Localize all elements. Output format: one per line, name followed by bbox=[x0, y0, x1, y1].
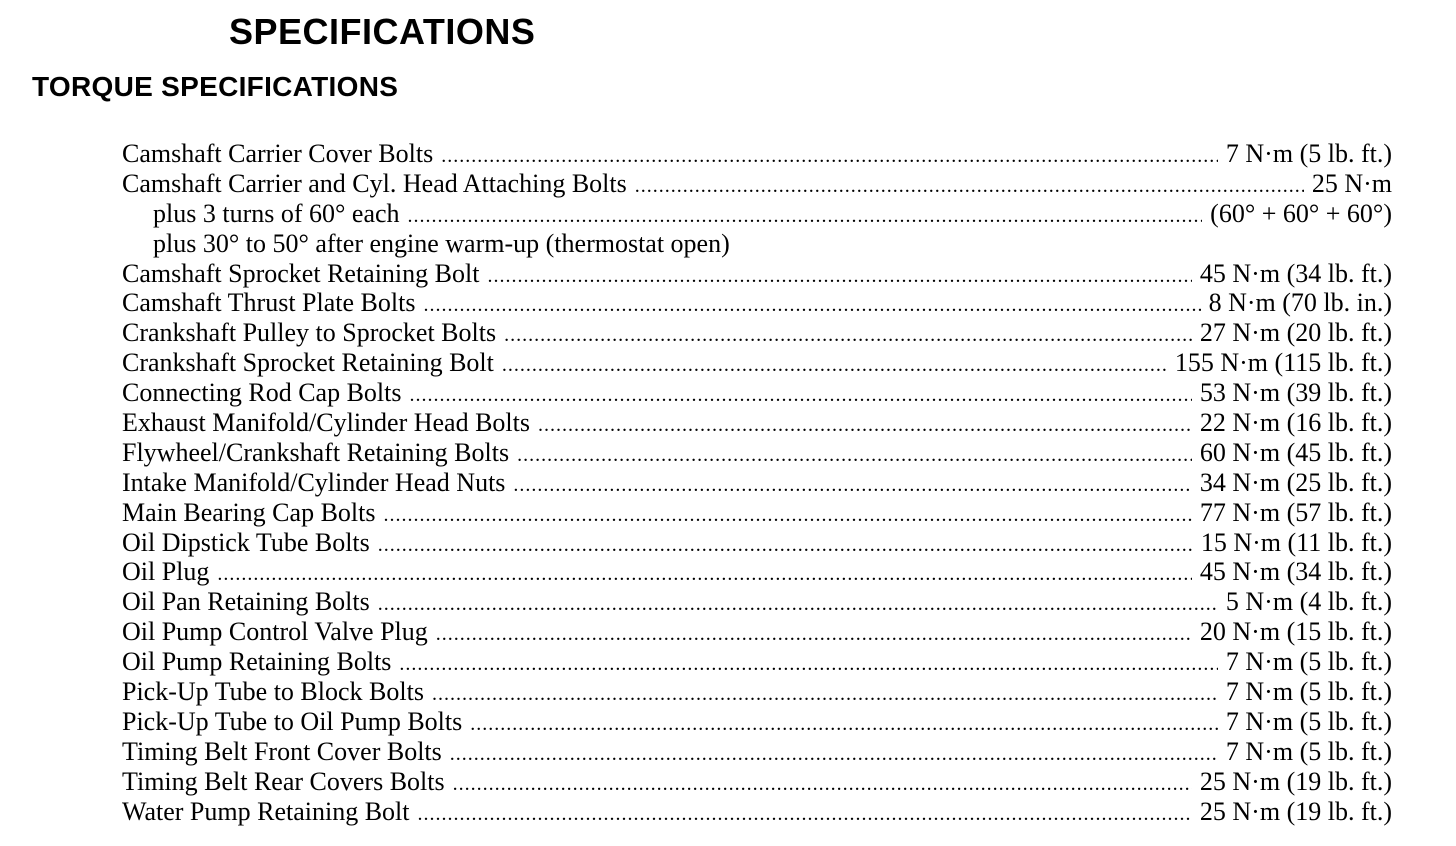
dot-leader bbox=[513, 471, 1191, 501]
dot-leader bbox=[432, 680, 1218, 710]
dot-leader bbox=[635, 172, 1304, 202]
page-title: SPECIFICATIONS bbox=[229, 11, 536, 52]
dot-leader bbox=[408, 202, 1203, 232]
spec-label: Camshaft Carrier and Cyl. Head Attaching Bolts bbox=[122, 168, 627, 198]
spec-label: Timing Belt Rear Covers Bolts bbox=[122, 766, 445, 796]
spec-label: plus 30° to 50° after engine warm-up (thermostat open) bbox=[153, 228, 730, 258]
spec-row bbox=[122, 378, 1392, 408]
spec-label: Oil Dipstick Tube Bolts bbox=[122, 527, 370, 557]
spec-value: 25 N·m (19 lb. ft.) bbox=[1199, 766, 1392, 796]
spec-value: 60 N·m (45 lb. ft.) bbox=[1199, 437, 1392, 467]
spec-label: Pick-Up Tube to Block Bolts bbox=[122, 677, 424, 707]
spec-row bbox=[122, 139, 1392, 169]
spec-label: Flywheel/Crankshaft Retaining Bolts bbox=[122, 437, 510, 467]
dot-leader bbox=[487, 262, 1191, 292]
spec-row bbox=[122, 587, 1392, 617]
torque-spec-list bbox=[122, 139, 1392, 826]
dot-leader bbox=[470, 710, 1218, 740]
section-title: TORQUE SPECIFICATIONS bbox=[32, 71, 399, 102]
spec-label: Camshaft Thrust Plate Bolts bbox=[122, 288, 416, 318]
dot-leader bbox=[418, 800, 1192, 830]
spec-row bbox=[122, 408, 1392, 438]
dot-leader bbox=[450, 740, 1218, 770]
spec-label: Crankshaft Pulley to Sprocket Bolts bbox=[122, 318, 497, 348]
spec-label: Main Bearing Cap Bolts bbox=[122, 497, 376, 527]
dot-leader bbox=[217, 560, 1191, 590]
spec-row bbox=[122, 647, 1392, 677]
spec-label: Exhaust Manifold/Cylinder Head Bolts bbox=[122, 408, 531, 438]
dot-leader bbox=[538, 411, 1192, 441]
spec-value: 77 N·m (57 lb. ft.) bbox=[1199, 497, 1392, 527]
spec-label: Intake Manifold/Cylinder Head Nuts bbox=[122, 467, 506, 497]
spec-row bbox=[122, 288, 1392, 318]
spec-value: 45 N·m (34 lb. ft.) bbox=[1199, 258, 1392, 288]
spec-value: 20 N·m (15 lb. ft.) bbox=[1199, 617, 1392, 647]
spec-label: Water Pump Retaining Bolt bbox=[122, 796, 410, 826]
dot-leader bbox=[441, 142, 1218, 172]
spec-value: 25 N·m bbox=[1311, 168, 1392, 198]
spec-value: 7 N·m (5 lb. ft.) bbox=[1225, 139, 1392, 168]
spec-row bbox=[122, 737, 1392, 767]
spec-value: 7 N·m (5 lb. ft.) bbox=[1225, 677, 1392, 707]
spec-row bbox=[122, 348, 1392, 378]
spec-label: Oil Plug bbox=[122, 557, 210, 587]
spec-row bbox=[122, 528, 1392, 558]
dot-leader bbox=[399, 650, 1217, 680]
dot-leader bbox=[453, 770, 1192, 800]
spec-row bbox=[122, 797, 1392, 827]
spec-value: 27 N·m (20 lb. ft.) bbox=[1199, 318, 1392, 348]
spec-value: 7 N·m (5 lb. ft.) bbox=[1225, 736, 1392, 766]
dot-leader bbox=[410, 381, 1192, 411]
spec-value: 34 N·m (25 lb. ft.) bbox=[1199, 467, 1392, 497]
spec-value: 8 N·m (70 lb. in.) bbox=[1208, 288, 1392, 318]
spec-value: 155 N·m (115 lb. ft.) bbox=[1174, 348, 1392, 378]
spec-row-note bbox=[122, 199, 1392, 229]
spec-label: plus 3 turns of 60° each bbox=[153, 198, 400, 228]
spec-label: Crankshaft Sprocket Retaining Bolt bbox=[122, 348, 494, 378]
spec-value: 25 N·m (19 lb. ft.) bbox=[1199, 796, 1392, 826]
spec-label: Oil Pan Retaining Bolts bbox=[122, 587, 370, 617]
spec-value: 45 N·m (34 lb. ft.) bbox=[1199, 557, 1392, 587]
dot-leader bbox=[383, 501, 1191, 531]
spec-value: 53 N·m (39 lb. ft.) bbox=[1199, 378, 1392, 408]
spec-row bbox=[122, 169, 1392, 199]
spec-value: 7 N·m (5 lb. ft.) bbox=[1225, 647, 1392, 677]
spec-value: (60° + 60° + 60°) bbox=[1210, 198, 1392, 228]
spec-row bbox=[122, 767, 1392, 797]
spec-label: Camshaft Sprocket Retaining Bolt bbox=[122, 258, 480, 288]
dot-leader bbox=[423, 291, 1200, 321]
spec-label: Connecting Rod Cap Bolts bbox=[122, 378, 402, 408]
spec-row bbox=[122, 259, 1392, 289]
spec-row bbox=[122, 617, 1392, 647]
dot-leader bbox=[436, 620, 1192, 650]
spec-value: 15 N·m (11 lb. ft.) bbox=[1200, 527, 1392, 557]
spec-value: 7 N·m (5 lb. ft.) bbox=[1225, 706, 1392, 736]
spec-row bbox=[122, 677, 1392, 707]
dot-leader bbox=[517, 441, 1192, 471]
spec-label: Timing Belt Front Cover Bolts bbox=[122, 736, 442, 766]
dot-leader bbox=[378, 531, 1193, 561]
spec-row bbox=[122, 557, 1392, 587]
spec-label: Oil Pump Retaining Bolts bbox=[122, 647, 392, 677]
spec-label: Pick-Up Tube to Oil Pump Bolts bbox=[122, 706, 463, 736]
spec-row bbox=[122, 468, 1392, 498]
dot-leader bbox=[502, 351, 1167, 381]
spec-row bbox=[122, 318, 1392, 348]
spec-value: 5 N·m (4 lb. ft.) bbox=[1225, 587, 1392, 617]
spec-value: 22 N·m (16 lb. ft.) bbox=[1199, 408, 1392, 438]
dot-leader bbox=[504, 321, 1192, 351]
spec-row-note bbox=[122, 229, 1392, 259]
spec-row bbox=[122, 438, 1392, 468]
spec-label: Oil Pump Control Valve Plug bbox=[122, 617, 428, 647]
spec-label: Camshaft Carrier Cover Bolts bbox=[122, 139, 434, 168]
dot-leader bbox=[378, 590, 1218, 620]
spec-row bbox=[122, 707, 1392, 737]
spec-row bbox=[122, 498, 1392, 528]
